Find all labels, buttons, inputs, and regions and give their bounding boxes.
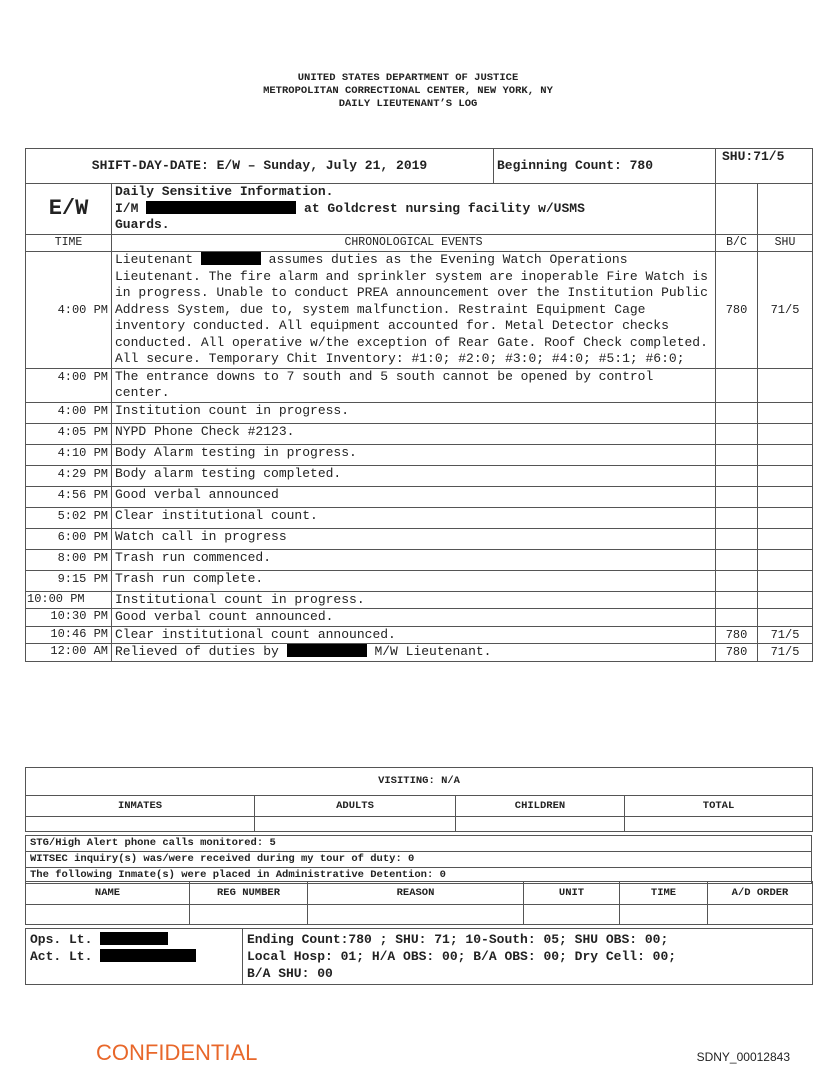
event-text: Relieved of duties by M/W Lieutenant. <box>112 644 716 662</box>
redaction-bar <box>100 949 196 962</box>
event-time: 9:15 PM <box>26 570 112 591</box>
sensitive-line-2 <box>115 201 712 218</box>
event-time: 8:00 PM <box>26 549 112 570</box>
confidential-stamp: CONFIDENTIAL <box>96 1040 258 1065</box>
event-bc <box>716 570 758 591</box>
event-time: 4:56 PM <box>26 486 112 507</box>
visiting-header-inmates: INMATES <box>26 796 255 817</box>
event-shu <box>758 528 813 549</box>
event-row <box>26 252 813 369</box>
sensitive-prefix: I/M <box>115 200 139 216</box>
header-line-1: UNITED STATES DEPARTMENT OF JUSTICE <box>297 72 519 84</box>
event-shu: 71/5 <box>758 626 813 644</box>
visiting-header-total: TOTAL <box>625 796 813 817</box>
event-shu <box>758 609 813 627</box>
event-bc <box>716 609 758 627</box>
event-row <box>26 423 813 444</box>
empty-cell <box>308 905 524 925</box>
empty-cell <box>708 905 813 925</box>
event-shu <box>758 549 813 570</box>
event-bc <box>716 402 758 423</box>
ad-header-ad-order: A/D ORDER <box>708 882 813 905</box>
event-time: 10:46 PM <box>26 626 112 644</box>
event-row <box>26 486 813 507</box>
event-shu <box>758 423 813 444</box>
col-header-events: CHRONOLOGICAL EVENTS <box>112 234 716 252</box>
event-text: Institution count in progress. <box>112 402 716 423</box>
visiting-header-adults: ADULTS <box>255 796 456 817</box>
event-row <box>26 549 813 570</box>
event-bc <box>716 507 758 528</box>
empty-cell <box>190 905 308 925</box>
event-text: Good verbal count announced. <box>112 609 716 627</box>
event-text: NYPD Phone Check #2123. <box>112 423 716 444</box>
event-shu <box>758 402 813 423</box>
event-text: Body alarm testing completed. <box>112 465 716 486</box>
event-shu <box>758 486 813 507</box>
event-row <box>26 644 813 662</box>
empty-cell <box>620 905 708 925</box>
empty-cell <box>758 184 813 235</box>
event-shu <box>758 368 813 402</box>
col-header-bc: B/C <box>716 234 758 252</box>
event-bc <box>716 528 758 549</box>
act-lt-label: Act. Lt. <box>30 949 93 964</box>
empty-cell <box>524 905 620 925</box>
event-text: Body Alarm testing in progress. <box>112 444 716 465</box>
ops-lt-label: Ops. Lt. <box>30 932 93 947</box>
col-header-shu: SHU <box>758 234 813 252</box>
empty-cell <box>625 817 813 832</box>
event-bc: 780 <box>716 644 758 662</box>
admin-detention-note: The following Inmate(s) were placed in Administrative Detention: 0 <box>26 868 812 884</box>
event-text: Lieutenant assumes duties as the Evening Watch Operations Lieutenant. The fire alarm and sprinkler system are inoperable Fire Watch is in progress. Unable to conduct PREA announcement over the Institution Public Address System, due to, system malfunction. Restraint Equipment Cage inventory conducted. All equipment accounted for. Metal Detector checks conducted. All operative w/the exception of Rear Gate. Roof Check completed. All secure. Temporary Chit Inventory: #1:0; #2:0; #3:0; #4:0; #5:1; #6:0; <box>112 252 716 369</box>
redaction-bar <box>201 252 261 265</box>
event-row <box>26 591 813 609</box>
event-time: 4:00 PM <box>26 402 112 423</box>
event-time: 4:29 PM <box>26 465 112 486</box>
event-bc <box>716 486 758 507</box>
event-bc: 780 <box>716 626 758 644</box>
event-row <box>26 507 813 528</box>
event-row <box>26 465 813 486</box>
event-text: Institutional count in progress. <box>112 591 716 609</box>
stg-calls-note: STG/High Alert phone calls monitored: 5 <box>26 836 812 852</box>
shu-count: SHU:71/5 <box>716 149 813 184</box>
event-text: The entrance downs to 7 south and 5 south cannot be opened by control center. <box>112 368 716 402</box>
event-text: Watch call in progress <box>112 528 716 549</box>
event-text: Trash run commenced. <box>112 549 716 570</box>
sensitive-info <box>112 184 716 235</box>
ad-header-reason: REASON <box>308 882 524 905</box>
event-text: Trash run complete. <box>112 570 716 591</box>
event-shu <box>758 465 813 486</box>
ad-header-time: TIME <box>620 882 708 905</box>
empty-cell <box>26 905 190 925</box>
ad-header-reg-number: REG NUMBER <box>190 882 308 905</box>
event-time: 4:00 PM <box>26 252 112 369</box>
event-time: 10:30 PM <box>26 609 112 627</box>
event-row <box>26 528 813 549</box>
lieutenants-cell <box>26 929 243 985</box>
event-bc <box>716 549 758 570</box>
ops-lt-line <box>30 931 238 948</box>
event-row <box>26 626 813 644</box>
event-shu <box>758 507 813 528</box>
visiting-table <box>25 767 813 832</box>
event-time: 12:00 AM <box>26 644 112 662</box>
event-shu <box>758 570 813 591</box>
ad-header-name: NAME <box>26 882 190 905</box>
event-bc: 780 <box>716 252 758 369</box>
event-bc <box>716 591 758 609</box>
header-line-3: DAILY LIEUTENANT’S LOG <box>338 98 478 110</box>
event-time: 4:05 PM <box>26 423 112 444</box>
visiting-header-children: CHILDREN <box>456 796 625 817</box>
event-shu <box>758 444 813 465</box>
event-text: Clear institutional count. <box>112 507 716 528</box>
bates-number: SDNY_00012843 <box>696 1050 790 1064</box>
sensitive-line-1: Daily Sensitive Information. <box>115 184 334 199</box>
event-time: 6:00 PM <box>26 528 112 549</box>
act-lt-line <box>30 948 238 965</box>
event-time: 5:02 PM <box>26 507 112 528</box>
event-time: 4:10 PM <box>26 444 112 465</box>
sensitive-suffix: at Goldcrest nursing facility w/USMS <box>304 200 585 216</box>
ending-count-line-1: Ending Count:780 ; SHU: 71; 10-South: 05; SHU OBS: 00; <box>247 932 669 947</box>
col-header-time: TIME <box>26 234 112 252</box>
admin-detention-table <box>25 881 813 925</box>
sensitive-line-3: Guards. <box>115 217 170 232</box>
event-row <box>26 570 813 591</box>
log-table <box>25 148 813 662</box>
event-shu: 71/5 <box>758 252 813 369</box>
beginning-count: Beginning Count: 780 <box>494 149 716 184</box>
redaction-bar <box>146 201 296 214</box>
ending-count-line-2: Local Hosp: 01; H/A OBS: 00; B/A OBS: 00; Dry Cell: 00; <box>247 949 677 964</box>
witsec-note: WITSEC inquiry(s) was/were received during my tour of duty: 0 <box>26 852 812 868</box>
event-bc <box>716 444 758 465</box>
event-bc <box>716 465 758 486</box>
event-row <box>26 402 813 423</box>
empty-cell <box>456 817 625 832</box>
event-time: 10:00 PM <box>26 591 112 609</box>
empty-cell <box>255 817 456 832</box>
event-shu: 71/5 <box>758 644 813 662</box>
ad-header-unit: UNIT <box>524 882 620 905</box>
event-bc <box>716 368 758 402</box>
shift-day-date: SHIFT-DAY-DATE: E/W – Sunday, July 21, 2019 <box>26 149 494 184</box>
redaction-bar <box>100 932 168 945</box>
event-row <box>26 609 813 627</box>
event-bc <box>716 423 758 444</box>
redaction-bar <box>287 644 367 657</box>
header-line-2: METROPOLITAN CORRECTIONAL CENTER, NEW YORK, NY <box>263 85 553 97</box>
empty-cell <box>26 817 255 832</box>
empty-cell <box>716 184 758 235</box>
event-time: 4:00 PM <box>26 368 112 402</box>
ending-count-line-3: B/A SHU: 00 <box>247 966 333 981</box>
visiting-title: VISITING: N/A <box>26 768 813 796</box>
notes-table <box>25 835 812 884</box>
event-text: Good verbal announced <box>112 486 716 507</box>
document-header <box>0 72 816 111</box>
event-row <box>26 444 813 465</box>
event-text: Clear institutional count announced. <box>112 626 716 644</box>
event-row <box>26 368 813 402</box>
ending-count-table <box>25 928 813 985</box>
event-shu <box>758 591 813 609</box>
ending-count-cell <box>243 929 813 985</box>
shift-code: E/W <box>26 184 112 235</box>
